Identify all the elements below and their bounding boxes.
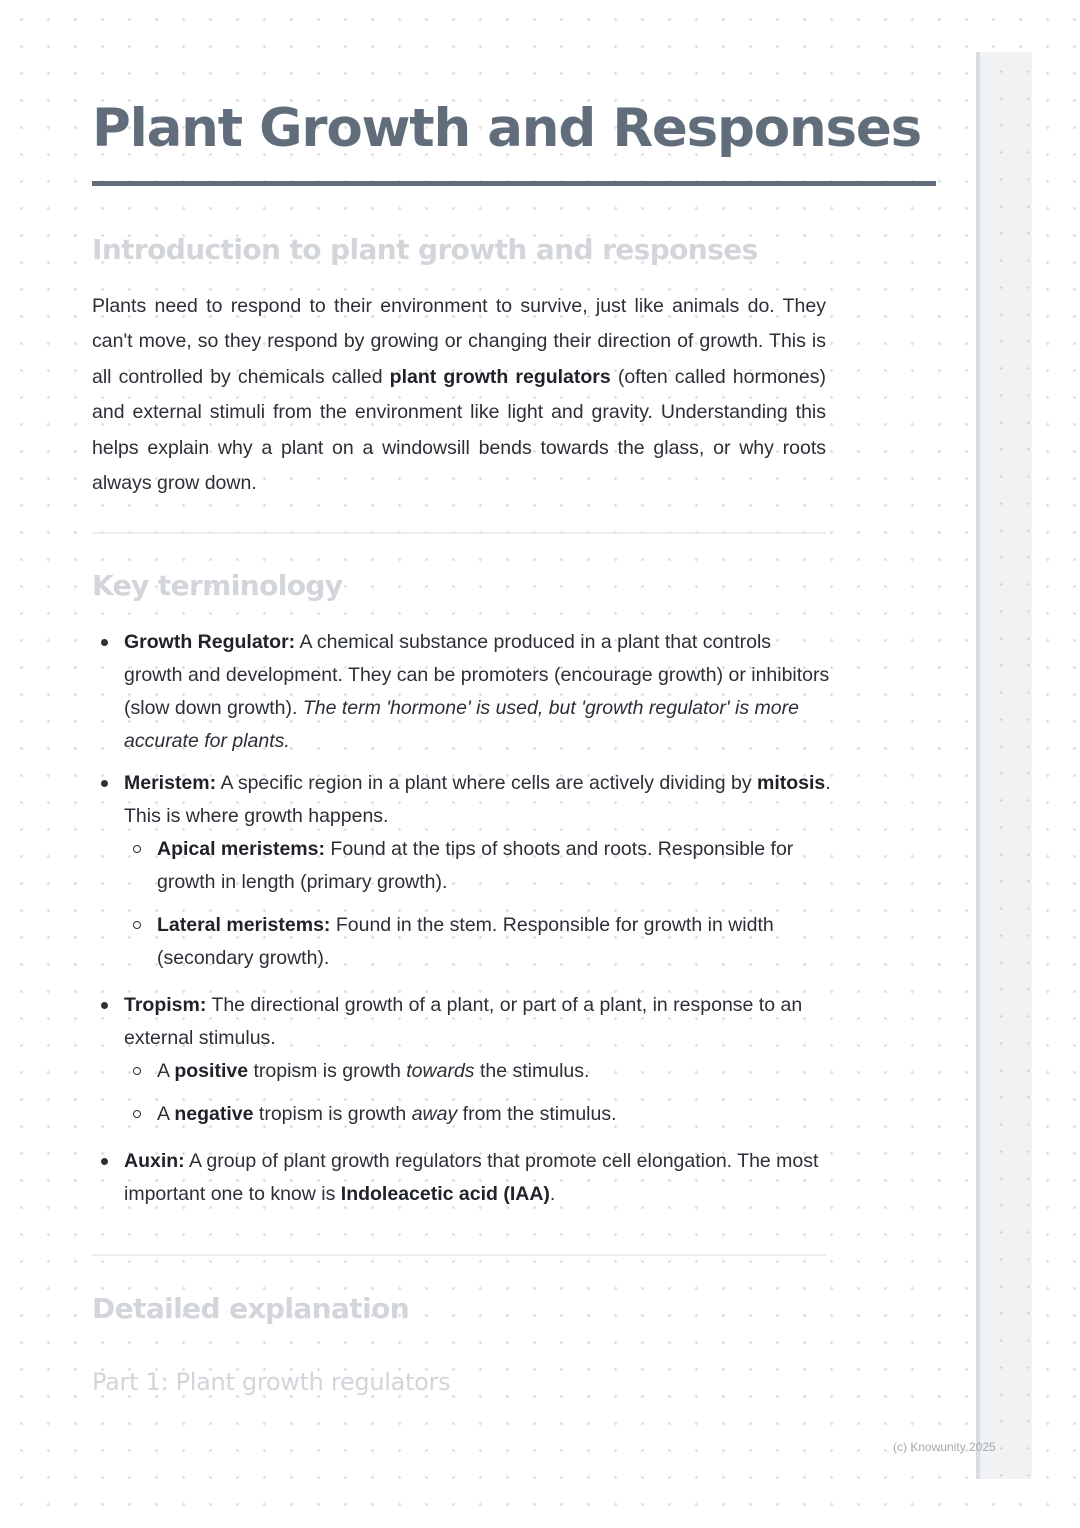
section-heading-introduction: Introduction to plant growth and responses — [92, 233, 758, 266]
sub-italic: away — [411, 1103, 458, 1125]
sub-text: tropism is growth — [248, 1060, 407, 1082]
term-bold: Indoleacetic acid (IAA) — [340, 1183, 550, 1205]
sub-term-definition: Found in the stem. Responsible for growth in width (secondary growth). — [157, 914, 774, 969]
sub-term-label: Apical meristems: — [157, 838, 325, 860]
sub-item-lateral-meristems — [124, 909, 832, 975]
sub-text: A — [157, 1060, 175, 1082]
section-heading-key-terminology: Key terminology — [92, 569, 343, 602]
term-definition: A specific region in a plant where cells are actively dividing by — [216, 772, 757, 794]
sub-item-apical-meristems — [124, 833, 832, 899]
term-definition: A chemical substance produced in a plant that controls growth and development. They can be promoters (encourage growth) or inhibitors (slow down growth). — [124, 631, 830, 719]
list-item-auxin — [92, 1145, 832, 1211]
tropism-sublist — [124, 1055, 832, 1131]
list-item-meristem — [92, 767, 832, 975]
intro-bold-term: plant growth regulators — [389, 365, 611, 388]
sub-item-positive-tropism — [124, 1055, 832, 1088]
sub-bold: positive — [174, 1060, 249, 1082]
page-title: Plant Growth and Responses — [92, 98, 921, 159]
sub-item-negative-tropism — [124, 1098, 832, 1131]
section-heading-detailed-explanation: Detailed explanation — [92, 1292, 410, 1325]
subsection-heading-part-1: Part 1: Plant growth regulators — [92, 1368, 451, 1396]
term-label: Meristem: — [124, 772, 217, 794]
term-definition: The directional growth of a plant, or part of a plant, in response to an external stimulus. — [124, 994, 803, 1049]
sub-italic: towards — [406, 1060, 475, 1082]
sub-text: from the stimulus. — [457, 1103, 617, 1125]
term-definition-end: . This is where growth happens. — [124, 772, 831, 827]
term-label: Tropism: — [124, 994, 207, 1016]
term-definition-end: . — [549, 1183, 556, 1205]
sub-bold: negative — [174, 1103, 254, 1125]
intro-paragraph — [92, 289, 826, 501]
section-divider — [92, 1254, 826, 1256]
section-divider — [92, 532, 826, 534]
sub-term-definition: Found at the tips of shoots and roots. Responsible for growth in length (primary growth). — [157, 838, 794, 893]
term-label: Growth Regulator: — [124, 631, 296, 653]
list-item-growth-regulator — [92, 626, 832, 758]
term-note: The term 'hormone' is used, but 'growth regulator' is more accurate for plants. — [124, 697, 799, 752]
term-label: Auxin: — [124, 1150, 185, 1172]
intro-text-1: Plants need to respond to their environment to survive, just like animals do. They can't move, so they respond by growing or changing their direction of growth. This is all controlled by chemicals called — [92, 295, 826, 388]
meristem-sublist — [124, 833, 832, 975]
sub-text: A — [157, 1103, 175, 1125]
sub-text: tropism is growth — [253, 1103, 412, 1125]
term-definition: A group of plant growth regulators that promote cell elongation. The most important one to know is — [124, 1150, 819, 1205]
intro-text-2: (often called hormones) and external stimuli from the environment like light and gravity. Understanding this helps explain why a plant on a windowsill bends towards the glass, or why roots always grow down. — [92, 365, 826, 495]
copyright-footer: (c) Knowunity 2025 — [893, 1440, 996, 1454]
sub-term-label: Lateral meristems: — [157, 914, 331, 936]
sub-text: the stimulus. — [474, 1060, 590, 1082]
list-item-tropism — [92, 989, 832, 1131]
terminology-list — [92, 626, 832, 1220]
title-underline — [92, 181, 936, 186]
term-bold: mitosis — [757, 772, 826, 794]
side-margin-strip — [976, 52, 1032, 1479]
